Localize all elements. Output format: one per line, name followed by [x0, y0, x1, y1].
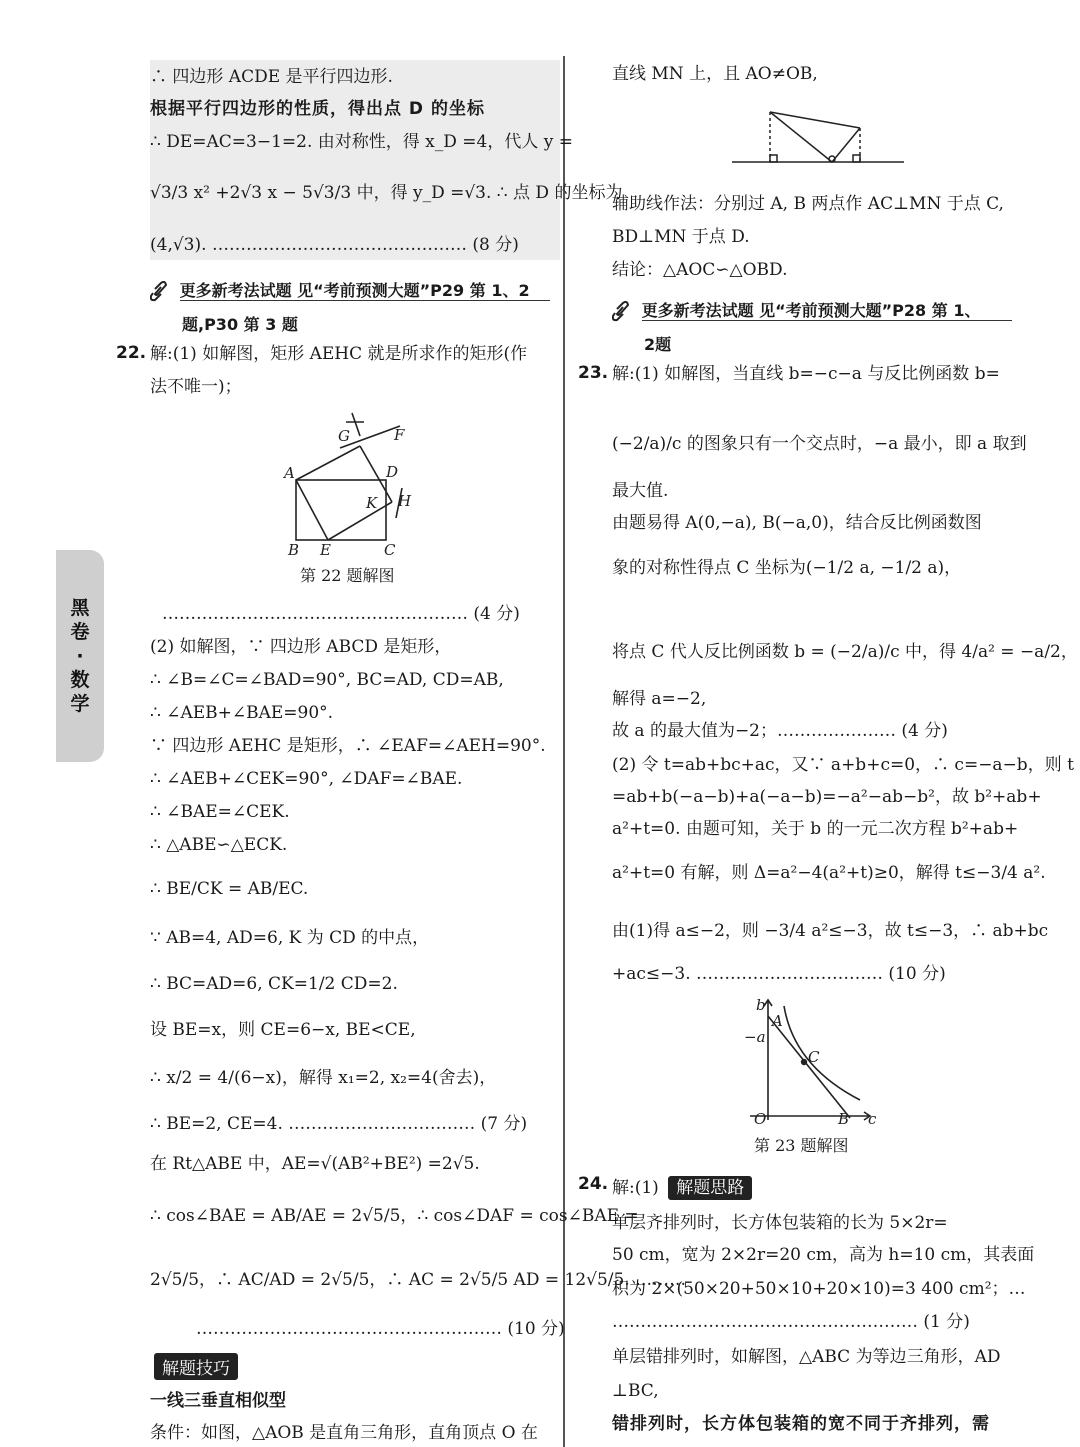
label-A: A	[284, 464, 295, 482]
text-line: 解:(1) 如解图，矩形 AEHC 就是所求作的矩形(作	[150, 344, 528, 364]
text-line: 直线 MN 上，且 AO≠OB,	[612, 64, 818, 84]
text-line: ∴ BE=2, CE=4. …………………………… (7 分)	[150, 1114, 528, 1134]
text-line: 条件：如图，△AOB 是直角三角形，直角顶点 O 在	[150, 1423, 538, 1443]
text-line: 最大值.	[612, 481, 669, 501]
badge-label: 解题技巧	[154, 1353, 238, 1380]
text-line: BD⊥MN 于点 D.	[612, 227, 750, 247]
text-line: 在 Rt△ABE 中，AE=√(AB²+BE²) =2√5.	[150, 1154, 480, 1174]
label-b: b	[756, 996, 766, 1014]
figure-auxiliary	[732, 92, 912, 184]
answer-prefix: 解:(1)	[612, 1178, 659, 1198]
label-H: H	[398, 492, 412, 510]
label-F: F	[394, 426, 405, 444]
figure-22	[280, 408, 420, 558]
question-number: 22.	[116, 343, 147, 363]
text-line: ∴ ∠AEB+∠CEK=90°, ∠DAF=∠BAE.	[150, 769, 463, 789]
text-line: 2√5/5，∴ AC/AD = 2√5/5，∴ AC = 2√5/5 AD = 12√5/5. ………	[150, 1270, 687, 1290]
tip-text: 更多新考法试题 见“考前预测大题”P28 第 1、	[641, 301, 981, 320]
tip-text-continued: 题,P30 第 3 题	[182, 315, 298, 334]
text-line: ∴ BE/CK = AB/EC.	[150, 879, 309, 899]
label-O: O	[754, 1110, 767, 1126]
text-line: 法不唯一)；	[150, 377, 242, 397]
text-line: 单层齐排列时，长方体包装箱的长为 5×2r=	[612, 1213, 948, 1233]
text-line: 设 BE=x，则 CE=6−x, BE<CE,	[150, 1020, 416, 1040]
highlight-block	[150, 60, 560, 260]
text-line: 由题易得 A(0,−a), B(−a,0)，结合反比例函数图	[612, 513, 982, 533]
label-E: E	[320, 541, 331, 558]
text-line: ∴ 四边形 ACDE 是平行四边形.	[150, 67, 393, 87]
technique-title: 一线三垂直相似型	[150, 1391, 286, 1411]
side-tab-label: 黑卷·数学	[70, 597, 90, 715]
text-line: 将点 C 代人反比例函数 b = (−2/a)/c 中，得 4/a² = −a/2，	[612, 642, 1078, 662]
text-line: ∴ BC=AD=6, CK=1/2 CD=2.	[150, 974, 398, 994]
text-line: 辅助线作法：分别过 A, B 两点作 AC⊥MN 于点 C,	[612, 194, 1004, 214]
text-line: 单层错排列时，如解图，△ABC 为等边三角形，AD	[612, 1347, 1001, 1367]
text-line: ∴ DE=AC=3−1=2. 由对称性，得 x_D =4，代人 y =	[150, 132, 574, 152]
text-line: 解:(1) 如解图，当直线 b=−c−a 与反比例函数 b=	[612, 364, 1000, 384]
text-line: 积为 2×(50×20+50×10+20×10)=3 400 cm²；…	[612, 1279, 1026, 1299]
text-line: 由(1)得 a≤−2，则 −3/4 a²≤−3，故 t≤−3，∴ ab+bc	[612, 921, 1049, 941]
text-line: ∴ ∠BAE=∠CEK.	[150, 802, 290, 822]
text-line: ……………………………………………… (10 分)	[196, 1319, 565, 1339]
text-line: 结论：△AOC∽△OBD.	[612, 260, 788, 280]
text-line: ∵ AB=4, AD=6, K 为 CD 的中点，	[150, 928, 430, 948]
text-line: +ac≤−3. …………………………… (10 分)	[612, 964, 946, 984]
figure-caption: 第 22 题解图	[300, 566, 395, 585]
figure-caption: 第 23 题解图	[754, 1136, 849, 1155]
text-line: (2) 令 t=ab+bc+ac，又∵ a+b+c=0，∴ c=−a−b，则 t	[612, 755, 1074, 775]
question-number: 24.	[578, 1174, 609, 1194]
side-tab	[56, 550, 104, 762]
text-line: ⊥BC,	[612, 1381, 659, 1401]
handwritten-line: 根据平行四边形的性质，得出点 D 的坐标	[150, 99, 485, 119]
label-G: G	[338, 427, 350, 445]
text-line: ……………………………………………… (4 分)	[162, 604, 520, 624]
text-line: ∴ △ABE∽△ECK.	[150, 835, 288, 855]
text-line: 故 a 的最大值为−2；………………… (4 分)	[612, 721, 948, 741]
text-line: ……………………………………………… (1 分)	[612, 1312, 970, 1332]
text-line: 50 cm，宽为 2×2r=20 cm，高为 h=10 cm，其表面	[612, 1245, 1035, 1265]
text-line: ∴ ∠AEB+∠BAE=90°.	[150, 703, 334, 723]
label-A: A	[772, 1012, 783, 1030]
text-line: ∴ cos∠BAE = AB/AE = 2√5/5，∴ cos∠DAF = cos∠BAE =	[150, 1206, 639, 1226]
text-line: √3/3 x² +2√3 x − 5√3/3 中，得 y_D =√3. ∴ 点 D 的坐标为	[150, 183, 623, 203]
text-line: a²+t=0. 由题可知，关于 b 的一元二次方程 b²+ab+	[612, 819, 1019, 839]
tip-text: 更多新考法试题 见“考前预测大题”P29 第 1、2	[179, 281, 530, 300]
text-line: ∵ 四边形 AEHC 是矩形，∴ ∠EAF=∠AEH=90°.	[150, 736, 546, 756]
label-c: c	[868, 1110, 877, 1126]
paperclip-icon	[612, 301, 630, 323]
tip-text-continued: 2题	[644, 335, 672, 354]
text-line: ∴ ∠B=∠C=∠BAD=90°, BC=AD, CD=AB,	[150, 670, 504, 690]
figure-23	[740, 996, 880, 1126]
tip-underline	[642, 320, 1012, 321]
thinking-badge: 解题思路	[668, 1176, 752, 1200]
paperclip-icon	[150, 281, 168, 303]
label-B: B	[838, 1110, 850, 1126]
label-B: B	[288, 541, 300, 558]
question-number: 23.	[578, 363, 609, 383]
text-line: 象的对称性得点 C 坐标为(−1/2 a, −1/2 a)，	[612, 558, 962, 578]
text-line: (2) 如解图，∵ 四边形 ABCD 是矩形，	[150, 637, 452, 657]
technique-badge	[154, 1353, 238, 1380]
text-line: (−2/a)/c 的图象只有一个交点时，−a 最小，即 a 取到	[612, 434, 1027, 454]
label-minus-a: −a	[744, 1028, 766, 1046]
text-line: 解得 a=−2,	[612, 689, 707, 709]
tip-underline	[180, 300, 550, 301]
text-line: ∴ x/2 = 4/(6−x)，解得 x₁=2, x₂=4(舍去)，	[150, 1068, 497, 1088]
text-line: a²+t=0 有解，则 Δ=a²−4(a²+t)≥0，解得 t≤−3/4 a².	[612, 863, 1046, 883]
label-K: K	[366, 494, 378, 512]
label-C: C	[384, 541, 396, 558]
label-D: D	[386, 463, 399, 481]
text-line: =ab+b(−a−b)+a(−a−b)=−a²−ab−b²，故 b²+ab+	[612, 787, 1042, 807]
text-line	[612, 1176, 752, 1200]
text-line: (4,√3). ……………………………………… (8 分)	[150, 235, 519, 255]
label-C: C	[808, 1048, 820, 1066]
column-divider	[563, 56, 565, 1447]
more-questions-tip	[612, 298, 980, 323]
handwritten-line: 错排列时，长方体包装箱的宽不同于齐排列，需	[612, 1414, 990, 1434]
more-questions-tip	[150, 278, 530, 303]
